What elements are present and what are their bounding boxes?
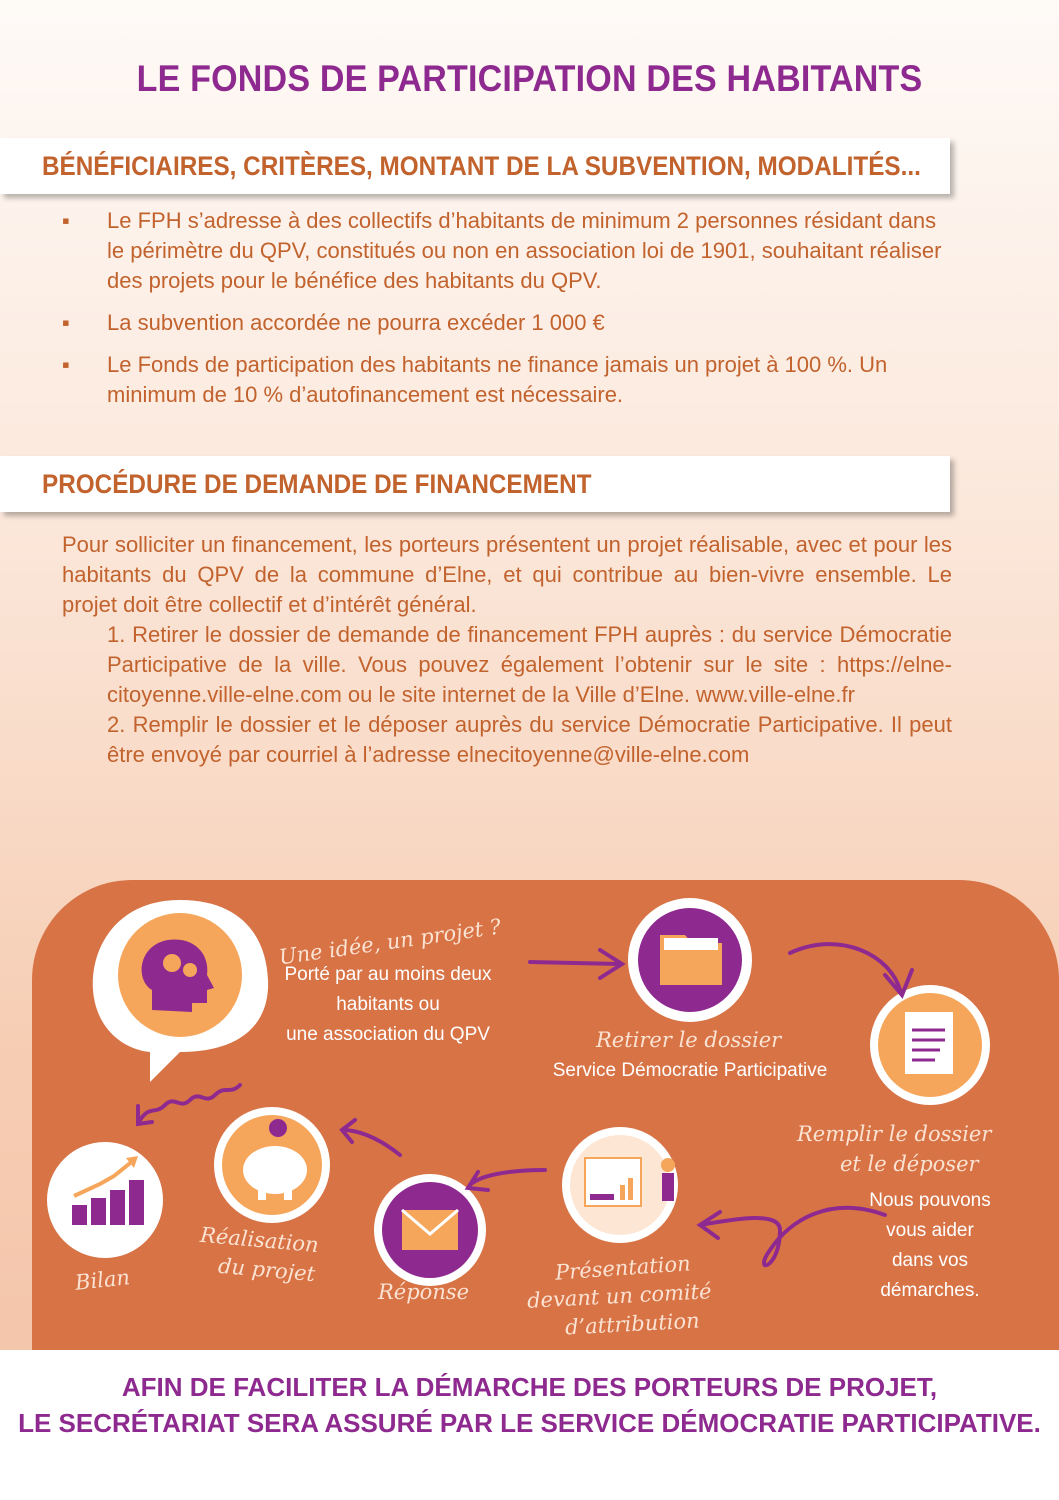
reponse-script: Réponse xyxy=(378,1280,470,1304)
help-text: Nous pouvons xyxy=(869,1190,991,1211)
footer-line: LE SECRÉTARIAT SERA ASSURÉ PAR LE SERVICE DÉMOCRATIE PARTICIPATIVE. xyxy=(18,1408,1041,1438)
footer-line: AFIN DE FACILITER LA DÉMARCHE DES PORTEURS DE PROJET, xyxy=(121,1372,938,1402)
bilan-script: Bilan xyxy=(73,1265,132,1295)
retirer-text: Service Démocratie Participative xyxy=(552,1060,828,1081)
realisation-script: du projet xyxy=(217,1253,317,1287)
page-title: LE FONDS DE PARTICIPATION DES HABITANTS xyxy=(136,58,923,99)
footer xyxy=(0,1350,1059,1500)
remplir-script: et le déposer xyxy=(840,1152,979,1176)
help-text: vous aider xyxy=(886,1220,974,1241)
realisation-script: Réalisation xyxy=(199,1222,320,1258)
document-icon xyxy=(905,1012,953,1074)
procedure-step-2: 2. Remplir le dossier et le déposer auprès du service Démocratie Participative. Il peut être envoyé par courriel à l’adresse elnecitoyenne@ville-elne.com xyxy=(107,712,952,767)
list-item: ▪ Le Fonds de participation des habitants ne finance jamais un projet à 100 %. Un minimum de 10 % d’autofinancement est nécessaire. xyxy=(62,352,888,407)
section-heading: PROCÉDURE DE DEMANDE DE FINANCEMENT xyxy=(42,469,592,499)
procedure-step-1: 1. Retirer le dossier de demande de financement FPH auprès : du service Démocratie Participative de la ville. Vous pouvez également l’obtenir sur le site : https://elne-citoyenne.ville-elne.com ou le site internet de la Ville d’Elne. www.ville-elne.fr xyxy=(107,622,952,707)
procedure-intro: Pour solliciter un financement, les porteurs présentent un projet réalisable, avec et pour les habitants du QPV de la commune d’Elne, et qui contribue au bien-vivre ensemble. Le projet doit être collectif et d’intérêt général. xyxy=(62,532,952,617)
presentation-script: d’attribution xyxy=(564,1308,701,1340)
retirer-script: Retirer le dossier xyxy=(596,1028,782,1052)
list-item: ▪ La subvention accordée ne pourra excéder 1 000 € xyxy=(62,310,605,335)
remplir-script: Remplir le dossier xyxy=(797,1122,992,1146)
presentation-script: devant un comité xyxy=(526,1279,713,1313)
list-item: ▪ Le FPH s’adresse à des collectifs d’habitants de minimum 2 personnes résidant dans le périmètre du QPV, constitués ou non en association loi de 1901, souhaitant réaliser des projets pour le bénéfice des habitants du QPV. xyxy=(62,208,942,293)
idea-script: Une idée, un projet ? xyxy=(277,914,503,970)
piggy-bank-icon xyxy=(243,1146,307,1194)
idea-line: une association du QPV xyxy=(286,1024,490,1045)
help-text: dans vos xyxy=(891,1250,969,1271)
idea-line: habitants ou xyxy=(336,994,440,1015)
presentation-script: Présentation xyxy=(554,1251,692,1285)
idea-line: Porté par au moins deux xyxy=(284,964,492,985)
help-text: démarches. xyxy=(880,1280,980,1301)
section-heading: BÉNÉFICIAIRES, CRITÈRES, MONTANT DE LA SUBVENTION, MODALITÉS... xyxy=(42,151,921,181)
